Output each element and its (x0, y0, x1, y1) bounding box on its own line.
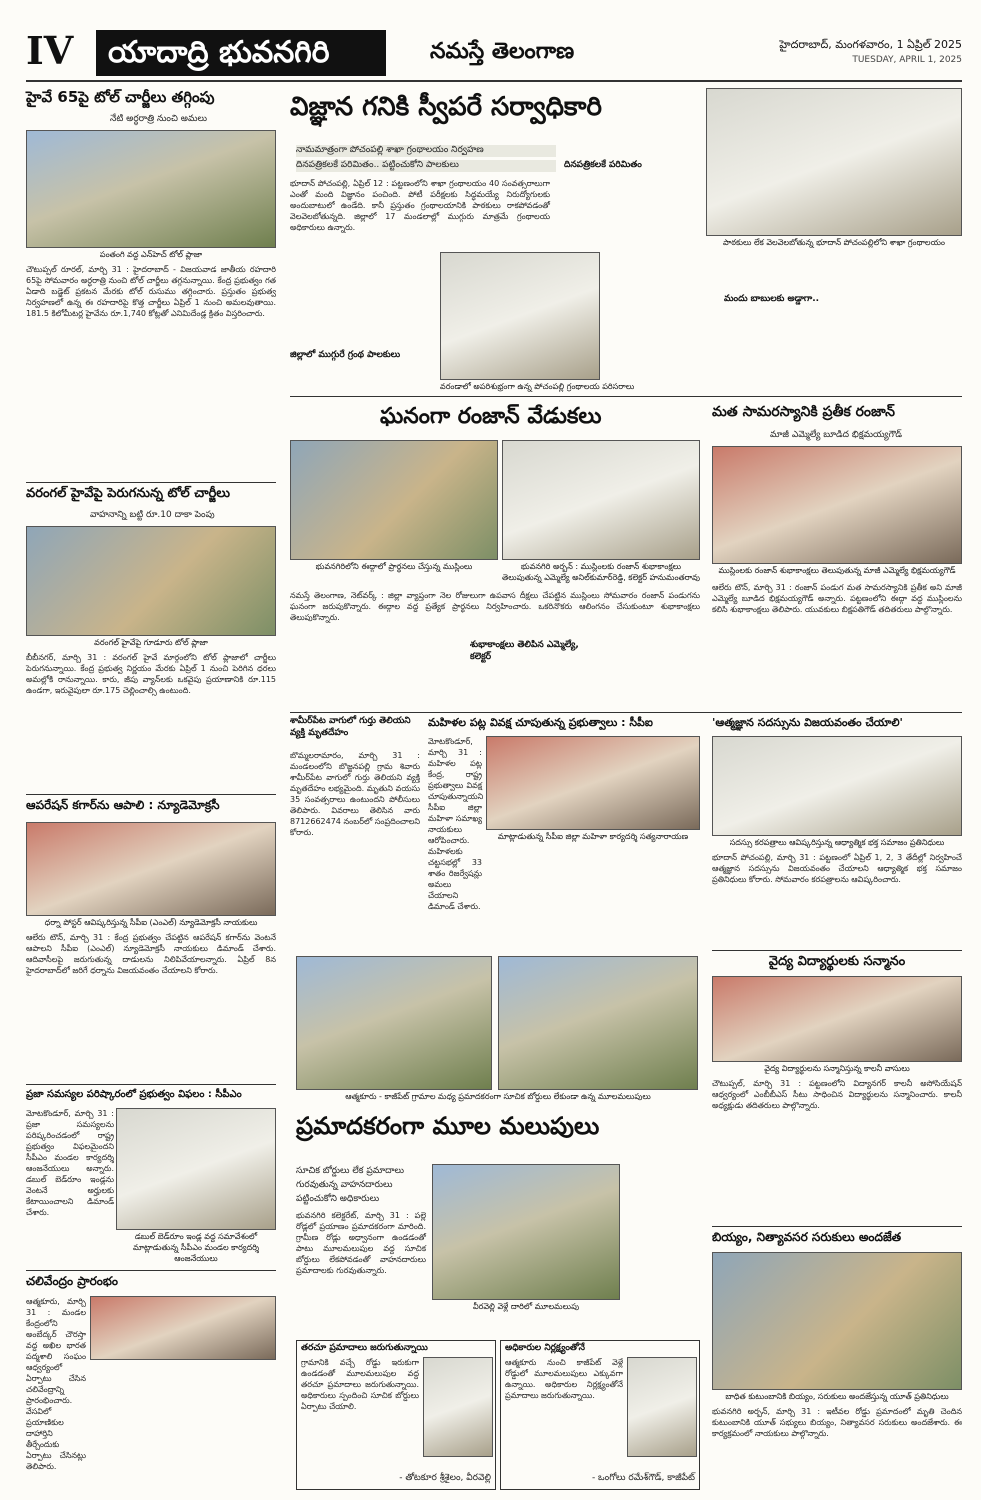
quote1-name: - తోటకూర శ్రీశైలం, వీరవెల్లి (399, 1473, 491, 1483)
chalivendram-photo (90, 1296, 276, 1360)
divider (26, 1270, 276, 1271)
toll-wgl-caption: వరంగల్ హైవేపై గూడూరు టోల్ ప్లాజా (94, 638, 208, 647)
toll-wgl-body: బీబీనగర్, మార్చి 31 : వరంగల్ హైవే మార్గంలోని టోల్ ప్లాజాలో చార్జీలు పెరుగనున్నాయి. కేంద్ర ప్రభుత్వ నిర్ణయం మేరకు ఏప్రిల్ 1 నుంచి పెరిగిన ధరలు అమల్లోకి రానున్నాయి. కారు, జీపు వ్యాన్‌లకు ఒకవైపు ప్రయాణానికి రూ.115 ఉండగా, ఇరువైపులా రూ.175 చెల్లించాల్సి ఉంటుంది. (26, 653, 276, 695)
roads-bullet-2: గురవుతున్న వాహనదారులు (296, 1180, 393, 1190)
atmagnana-body: భూదాన్ పోచంపల్లి, మార్చి 31 : పట్టణంలో ఏప్రిల్ 1, 2, 3 తేదీల్లో నిర్వహించే ఆత్మజ్ఞాన సదస్సును విజయవంతం చేయాలని ఆధ్యాత్మిక భక్త సమాజం ప్రతినిధులు కోరారు. సోమవారం కరపత్రాలను ఆవిష్కరించారు. (712, 853, 962, 884)
biyyam-photo (712, 1252, 962, 1390)
atmagnana-headline: 'ఆత్మజ్ఞాన సదస్సును విజయవంతం చేయాలి' (712, 716, 903, 729)
quote2-head: అధికారుల నిర్లక్ష్యంతోనే (505, 1343, 586, 1353)
toll-wgl-sub: వాహనాన్ని బట్టి రూ.10 దాకా పెంపు (90, 510, 215, 520)
chalivendram-body: ఆత్మకూరు, మార్చి 31 : మండల కేంద్రంలోని అంబేద్కర్ చౌరస్తా వద్ద అఖిల భారత పద్మశాలి సంఘం ఆధ్వర్యంలో ఏర్పాటు చేసిన చలివేంద్రాన్ని ప్రారంభించారు. వేసవిలో ప్రయాణికుల దాహార్తిని తీర్చేందుకు ఏర్పాటు చేసినట్లు తెలిపారు. (26, 1297, 86, 1471)
toll-wgl-headline: వరంగల్ హైవేపై పెరుగనున్న టోల్ చార్జీలు (26, 486, 231, 501)
praja-caption: డబుల్ బెడ్‌రూం ఇండ్ల వద్ద సమావేశంలో మాట్లాడుతున్న సీపీఎం మండల కార్యదర్శి ఆంజనేయులు (132, 1232, 260, 1263)
ramzan-headline: ఘనంగా రంజాన్ వేడుకలు (380, 404, 602, 429)
quote1-body: గ్రామానికి వచ్చే రోడ్డు ఇరుకుగా ఉండడంతో మూలమలుపుల వద్ద తరచూ ప్రమాదాలు జరుగుతున్నాయి. అధికారులు స్పందించి సూచిక బోర్డులు ఏర్పాటు చేయాలి. (301, 1358, 419, 1411)
ramzan-subhead: శుభాకాంక్షలు తెలిపిన ఎమ్మెల్యే, కలెక్టర్ (470, 640, 579, 662)
mahila-caption: మాట్లాడుతున్న సీపీఐ జిల్లా మహిళా కార్యదర్శి సత్యనారాయణ (497, 832, 689, 841)
library-caption-main: పాఠకులు లేక వెలవెలబోతున్న భూదాన్ పోచంపల్లిలోని శాఖా గ్రంథాలయం (723, 238, 945, 247)
divider (26, 794, 276, 795)
library-body: భూదాన్ పోచంపల్లి, ఏప్రిల్ 12 : పట్టణంలోని శాఖా గ్రంథాలయం 40 సంవత్సరాలుగా ఎంతో మంది విజ్ఞానం పంచింది. పోటీ పరీక్షలకు సిద్ధమయ్యే నిరుద్యోగులకు అందుబాటులో ఉండేది. కానీ ప్రస్తుతం గ్రంథాలయానికి పాఠకులు రాకపోవడంతో వెలవెలబోతున్నది. జిల్లాలో 17 మండలాల్లో ముగ్గురు మాత్రమే గ్రంథాలయ అధికారులు ఉన్నారు. (290, 179, 550, 232)
kagar-headline: ఆపరేషన్ కగార్‌ను ఆపాలి : న్యూడెమోక్రసీ (26, 798, 220, 812)
atmagnana-photo (712, 736, 962, 836)
library-bullet-2: దినపత్రికలకే పరిమితం.. పట్టించుకోని పాలకులు (296, 160, 556, 172)
page-number: IV (26, 28, 74, 73)
chalivendram-headline: చలివేంద్రం ప్రారంభం (26, 1274, 118, 1288)
matha-body: ఆలేరు టౌన్, మార్చి 31 : రంజాన్ పండుగ మత సామరస్యానికి ప్రతీక అని మాజీ ఎమ్మెల్యే బూడిద భిక్షమయ్యగౌడ్ అన్నారు. పట్టణంలోని ఈద్గా వద్ద ముస్లింలను కలిసి శుభాకాంక్షలు తెలిపారు. యువకులు బిక్షపతిగౌడ్ తదితరులు పాల్గొన్నారు. (712, 583, 962, 614)
vaidya-photo (712, 976, 962, 1062)
biyyam-caption: బాధిత కుటుంబానికి బియ్యం, సరుకులు అందజేస్తున్న యూత్ ప్రతినిధులు (725, 1392, 949, 1401)
toll65-sub: నేటి అర్ధరాత్రి నుంచి అమలు (110, 114, 207, 124)
roads-caption-mid: వీరవెల్లి వెళ్లే దారిలో మూలమలుపు (472, 1302, 580, 1311)
roads-headline: ప్రమాదకరంగా మూల మలుపులు (296, 1112, 600, 1140)
masthead-rule (26, 80, 962, 82)
matha-photo (712, 446, 962, 564)
ramzan-prayer-photo (290, 440, 498, 560)
quote-box-1 (296, 1340, 496, 1490)
biyyam-body: భువనగిరి అర్బన్, మార్చి 31 : ఇటీవల రోడ్డు ప్రమాదంలో మృతి చెందిన కుటుంబానికి యూత్ సభ్యులు బియ్యం, నిత్యావసర సరుకులు అందజేశారు. ఈ కార్యక్రమంలో నాయకులు పాల్గొన్నారు. (712, 1407, 962, 1438)
ramzan-caption-2: భువనగిరి అర్బన్ : ముస్లింలకు రంజాన్ శుభాకాంక్షలు తెలుపుతున్న ఎమ్మెల్యే అనిల్‌కుమార్‌రెడ్డి, కలెక్టర్ హనుమంతరావు (502, 562, 700, 582)
roads-body: భువనగిరి కలెక్టరేట్, మార్చి 31 : పల్లె రోడ్లలో ప్రయాణం ప్రమాదకరంగా మారింది. గ్రామీణ రోడ్లు అధ్వానంగా ఉండడంతో పాటు మూలమలుపుల వద్ద సూచిక బోర్డులు లేకపోవడంతో వాహనదారులు ప్రమాదాలకు గురవుతున్నారు. (296, 1211, 426, 1275)
divider (712, 950, 962, 951)
divider (290, 712, 962, 713)
kagar-protest-photo (26, 822, 276, 916)
ramzan-body: నమస్తే తెలంగాణ, నెట్‌వర్క్ : జిల్లా వ్యాప్తంగా నెల రోజులుగా ఉపవాస దీక్షలు చేపట్టిన ముస్లింలు సోమవారం రంజాన్ పండుగను ఘనంగా జరుపుకొన్నారు. ఈద్గాల వద్ద ప్రత్యేక ప్రార్థనలు నిర్వహించారు. ఒకరినొకరు ఆలింగనం చేసుకుంటూ శుభాకాంక్షలు తెలుపుకొన్నారు. (290, 591, 700, 622)
roads-bullet-1: సూచిక బోర్డులు లేక ప్రమాదాలు (296, 1166, 404, 1176)
wgl-toll-photo (26, 526, 276, 636)
date-telugu: హైదరాబాద్, మంగళవారం, 1 ఏప్రిల్ 2025 (779, 38, 962, 51)
quote-box-2 (500, 1340, 700, 1490)
divider (26, 1084, 276, 1085)
biyyam-headline: బియ్యం, నిత్యావసర సరుకులు అందజేత (712, 1230, 902, 1244)
vaidya-body: చౌటుప్పల్, మార్చి 31 : పట్టణంలోని విద్యానగర్ కాలనీ అసోసియేషన్ ఆధ్వర్యంలో ఎంబీబీఎస్ సీటు సాధించిన విద్యార్థులను సన్మానించారు. కాలనీ అధ్యక్షుడు తదితరులు పాల్గొన్నారు. (712, 1079, 962, 1110)
quote2-name: - ఒంగోలు రమేశ్‌గౌడ్, కాజీపేట్ (591, 1473, 695, 1483)
toll65-caption: పంతంగి వద్ద ఎన్‌హెచ్ టోల్ ప్లాజా (99, 250, 203, 259)
praja-headline: ప్రజా సమస్యల పరిష్కారంలో ప్రభుత్వం విఫలం : సీపీఎం (26, 1089, 242, 1100)
kagar-body: ఆలేరు టౌన్, మార్చి 31 : కేంద్ర ప్రభుత్వం చేపట్టిన ఆపరేషన్ కగార్‌ను వెంటనే ఆపాలని సీపీఐ (ఎంఎల్) న్యూడెమోక్రసీ నాయకులు డిమాండ్ చేశారు. ఆదివాసీలపై జరుగుతున్న దాడులను నిలిపివేయాలన్నారు. ఏప్రిల్ 8న హైదరాబాద్‌లో జరిగే ధర్నాను విజయవంతం చేయాలని కోరారు. (26, 933, 276, 975)
roads-bullet-3: పట్టించుకోని అధికారులు (296, 1194, 380, 1204)
ramzan-mla-photo (502, 440, 700, 560)
library-subhead-3: మందు బాబులకు అడ్డాగా.. (724, 294, 820, 304)
mahila-photo (486, 736, 700, 830)
matha-caption: ముస్లింలకు రంజాన్ శుభాకాంక్షలు తెలుపుతున్న మాజీ ఎమ్మెల్యే భిక్షమయ్యగౌడ్ (718, 566, 956, 575)
library-caption-mid: వరండాలో అపరిశుభ్రంగా ఉన్న పోచంపల్లి గ్రంథాలయ పరిసరాలు (440, 382, 635, 391)
praja-meeting-photo (116, 1108, 276, 1230)
shamirpet-body: బొమ్మలరామారం, మార్చి 31 : మండలంలోని బొజ్జనపల్లి గ్రామ శివారు శామీర్‌పేట వాగులో గుర్తు తెలియని వ్యక్తి మృతదేహం లభ్యమైంది. మృతుని వయసు 35 సంవత్సరాలు ఉంటుందని పోలీసులు తెలిపారు. వివరాలు తెలిసిన వారు 8712662474 నంబర్‌లో సంప్రదించాలని కోరారు. (290, 751, 420, 837)
quote1-head: తరచూ ప్రమాదాలు జరుగుతున్నాయి (301, 1343, 428, 1353)
mahila-body: మోటకొండూర్, మార్చి 31 : మహిళల పట్ల కేంద్ర, రాష్ట్ర ప్రభుత్వాలు వివక్ష చూపుతున్నాయని సీపీఐ జిల్లా మహిళా సమాఖ్య నాయకులు ఆరోపించారు. మహిళలకు చట్టసభల్లో 33 శాతం రిజర్వేషన్లు అమలు చేయాలని డిమాండ్ చేశారు. (428, 737, 484, 911)
road-photo-2 (498, 956, 698, 1090)
atmagnana-caption: సదస్సు కరపత్రాలు ఆవిష్కరిస్తున్న ఆధ్యాత్మిక భక్త సమాజం ప్రతినిధులు (729, 838, 945, 847)
kagar-caption: ధర్నా పోస్టర్ ఆవిష్కరిస్తున్న సీపీఐ (ఎంఎల్) న్యూడెమోక్రసీ నాయకులు (44, 918, 258, 927)
divider (290, 396, 962, 397)
toll65-body: చౌటుప్పల్ రూరల్, మార్చి 31 : హైదరాబాద్ - విజయవాడ జాతీయ రహదారి 65పై సోమవారం అర్ధరాత్రి నుంచి టోల్ చార్జీలు తగ్గనున్నాయి. కేంద్ర ప్రభుత్వం గత ఏడాది బడ్జెట్ ప్రకటన మేరకు టోల్ రుసుము తగ్గించారు. ప్రస్తుతం ప్రభుత్వ నిర్వహణలో ఉన్న ఈ రహదారిపై కొత్త చార్జీలు ఏప్రిల్ 1 నుంచి అమలవుతాయి. 181.5 కిలోమీటర్ల హైవేను రూ.1,740 కోట్లతో ఎనిమిదేండ్ల క్రితం విస్తరించారు. (26, 265, 276, 318)
ramzan-caption-1: భువనగిరిలోని ఈద్గాలో ప్రార్థనలు చేస్తున్న ముస్లింలు (315, 562, 473, 571)
divider (712, 1226, 962, 1227)
matha-headline: మత సామరస్యానికి ప్రతీక రంజాన్ (712, 404, 895, 420)
quote2-portrait (627, 1357, 697, 1457)
praja-body-top: మోటకొండూర్, మార్చి 31 : ప్రజా సమస్యలను పరిష్కరించడంలో రాష్ట్ర ప్రభుత్వం విఫలమైందని సీపీఎం మండల కార్యదర్శి ఆంజనేయులు అన్నారు. డబుల్ బెడ్‌రూం ఇండ్లను వెంటనే అర్హులకు కేటాయించాలని డిమాండ్ చేశారు. (26, 1109, 114, 1217)
vaidya-caption: వైద్య విద్యార్థులను సన్మానిస్తున్న కాలనీ వాసులు (764, 1064, 910, 1073)
mahila-headline: మహిళల పట్ల వివక్ష చూపుతున్న ప్రభుత్వాలు : సీపీఐ (428, 716, 653, 729)
library-subhead-1: జిల్లాలో ముగ్గురే గ్రంథ పాలకులు (290, 350, 401, 360)
district-banner: యాదాద్రి భువనగిరి (96, 30, 386, 76)
divider (26, 482, 276, 483)
road-turn-photo (432, 1164, 620, 1300)
library-subhead-2: దినపత్రికలకే పరిమితం (564, 160, 642, 170)
road-photo-1 (296, 956, 492, 1090)
library-mess-photo (440, 252, 600, 380)
matha-sub: మాజీ ఎమ్మెల్యే బూడిద భిక్షమయ్యగౌడ్ (770, 430, 902, 440)
toll-plaza-photo (26, 130, 276, 248)
date-english: TUESDAY, APRIL 1, 2025 (852, 55, 962, 65)
library-bullet-1: నామమాత్రంగా పోచంపల్లి శాఖా గ్రంథాలయం నిర్వహణ (296, 145, 556, 157)
roads-caption-top: ఆత్మకూరు - కాజీపేట్ గ్రామాల మధ్య ప్రమాదకరంగా సూచిక బోర్డులు లేకుండా ఉన్న మూలమలుపులు (345, 1092, 651, 1101)
vaidya-headline: వైద్య విద్యార్థులకు సన్మానం (768, 954, 906, 969)
shamirpet-headline: శామీర్‌పేట వాగులో గుర్తు తెలియని వ్యక్తి మృతదేహం (290, 716, 411, 738)
newspaper-name: నమస్తే తెలంగాణ (430, 38, 575, 64)
quote2-body: ఆత్మకూరు నుంచి కాజీపేట్ వెళ్లే రోడ్డులో మూలమలుపులు ఎక్కువగా ఉన్నాయి. అధికారుల నిర్లక్ష్యంతోనే ప్రమాదాలు జరుగుతున్నాయి. (505, 1358, 623, 1400)
library-hall-photo (706, 88, 962, 236)
library-headline: విజ్ఞాన గనికి స్వీపరే సర్వాధికారి (290, 92, 602, 122)
toll65-headline: హైవే 65పై టోల్ చార్జీలు తగ్గింపు (26, 88, 215, 106)
quote1-portrait (423, 1357, 493, 1457)
